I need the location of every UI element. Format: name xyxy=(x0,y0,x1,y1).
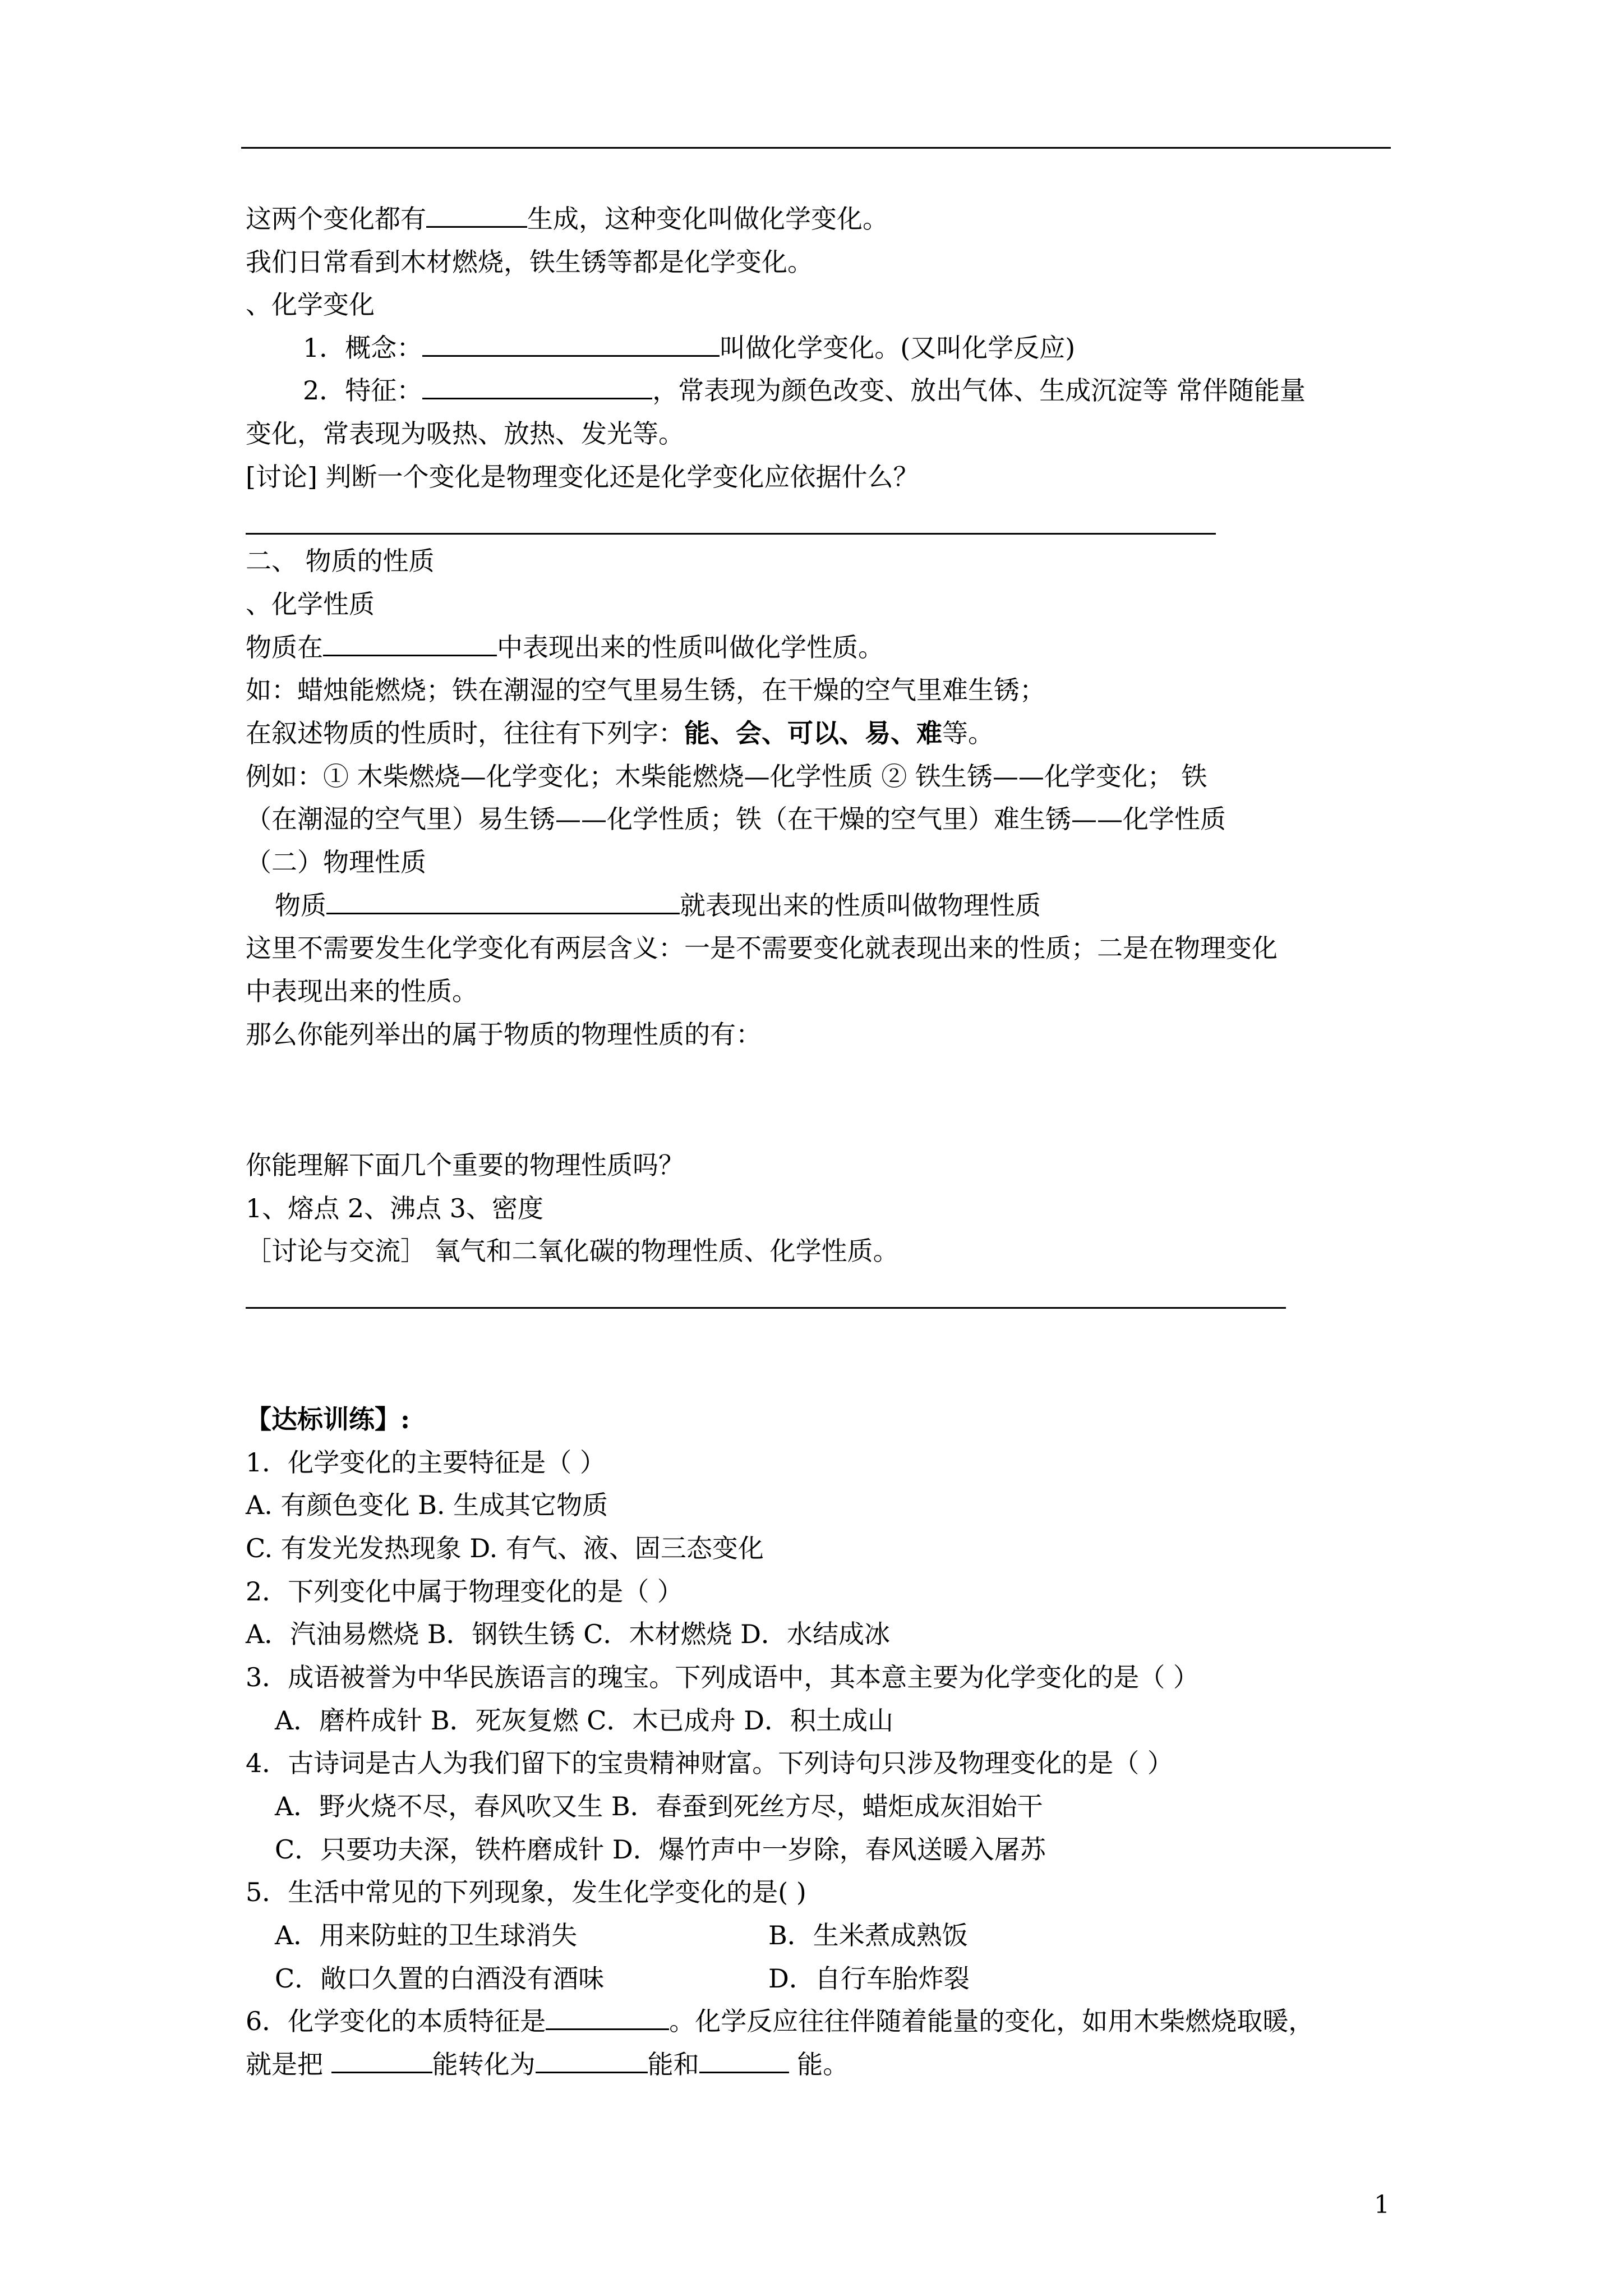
text-line: （在潮湿的空气里）易生锈——化学性质；铁（在干燥的空气里）难生锈——化学性质 xyxy=(246,804,1226,834)
fill-blank[interactable] xyxy=(536,2048,648,2073)
option-d: D．自行车胎炸裂 xyxy=(768,1963,970,1994)
fill-blank[interactable] xyxy=(422,374,652,399)
text-line: 我们日常看到木材燃烧，铁生锈等都是化学变化。 xyxy=(246,247,813,277)
practice-title: 【达标训练】: xyxy=(246,1404,410,1434)
text-line: 中表现出来的性质。 xyxy=(246,976,478,1006)
text-line: 这里不需要发生化学变化有两层含义：一是不需要变化就表现出来的性质；二是在物理变化 xyxy=(246,933,1278,963)
text-line: 那么你能列举出的属于物质的物理性质的有： xyxy=(246,1019,762,1050)
discussion-prompt: [讨论] 判断一个变化是物理变化还是化学变化应依据什么？ xyxy=(246,462,919,492)
text-line: 1、熔点 2、沸点 3、密度 xyxy=(246,1193,544,1223)
fill-blank[interactable] xyxy=(699,2048,789,2073)
header-rule xyxy=(241,147,1391,149)
answer-line[interactable] xyxy=(246,533,1216,535)
option-c: C．敞口久置的白酒没有酒味 xyxy=(275,1963,605,1994)
fill-blank[interactable] xyxy=(331,2048,432,2073)
option-row: A. 有颜色变化 B. 生成其它物质 xyxy=(246,1490,608,1520)
text-line: 在叙述物质的性质时，往往有下列字：能、会、可以、易、难等。 xyxy=(246,718,994,748)
text-line: 变化，常表现为吸热、放热、发光等。 xyxy=(246,418,684,449)
section-heading: 、化学变化 xyxy=(246,289,375,320)
text-line: 例如：① 木柴燃烧—化学变化；木柴能燃烧—化学性质 ② 铁生锈——化学变化； 铁 xyxy=(246,761,1207,792)
option-row: A．磨杵成针 B．死灰复燃 C．木已成舟 D．积土成山 xyxy=(275,1705,893,1736)
subsection-heading: 、化学性质 xyxy=(246,589,375,619)
fill-blank[interactable] xyxy=(323,631,497,656)
discussion-prompt: ［讨论与交流］ 氧气和二氧化碳的物理性质、化学性质。 xyxy=(246,1236,899,1266)
section-heading: 二、 物质的性质 xyxy=(246,546,435,576)
option-row: C．只要功夫深，铁杵磨成针 D．爆竹声中一岁除，春风送暖入屠苏 xyxy=(275,1834,1046,1865)
text-line: 这两个变化都有 生成，这种变化叫做化学变化。 xyxy=(246,204,888,234)
option-a: A．用来防蛀的卫生球消失 xyxy=(275,1920,578,1950)
page-number: 1 xyxy=(1374,2191,1390,2219)
fill-blank[interactable] xyxy=(422,332,720,357)
option-row: A．汽油易燃烧 B．钢铁生锈 C．木材燃烧 D．水结成冰 xyxy=(246,1619,890,1649)
question-3: 3．成语被誉为中华民族语言的瑰宝。下列成语中，其本意主要为化学变化的是（ ） xyxy=(246,1662,1199,1692)
question-6-cont: 就是把 能转化为 能和 能。 xyxy=(246,2049,849,2079)
question-1: 1．化学变化的主要特征是（ ） xyxy=(246,1447,606,1478)
text-line: 1．概念： 叫做化学变化。(又叫化学反应) xyxy=(303,333,1076,363)
text-line: 物质在 中表现出来的性质叫做化学性质。 xyxy=(246,632,884,662)
fill-blank[interactable] xyxy=(326,889,680,914)
fill-blank[interactable] xyxy=(426,203,527,228)
question-4: 4．古诗词是古人为我们留下的宝贵精神财富。下列诗句只涉及物理变化的是（ ） xyxy=(246,1748,1173,1778)
text-line: 你能理解下面几个重要的物理性质吗？ xyxy=(246,1150,684,1180)
question-5: 5．生活中常见的下列现象，发生化学变化的是( ) xyxy=(246,1877,806,1907)
option-b: B．生米煮成熟饭 xyxy=(768,1920,968,1950)
text-line: 2．特征： ，常表现为颜色改变、放出气体、生成沉淀等 常伴随能量 xyxy=(303,375,1306,406)
question-6: 6．化学变化的本质特征是 。化学反应往往伴随着能量的变化，如用木柴燃烧取暖， xyxy=(246,2006,1315,2036)
text-line: 如：蜡烛能燃烧；铁在潮湿的空气里易生锈，在干燥的空气里难生锈； xyxy=(246,675,1045,705)
text-line: 物质 就表现出来的性质叫做物理性质 xyxy=(275,890,1041,921)
option-row: C. 有发光发热现象 D. 有气、液、固三态变化 xyxy=(246,1533,764,1563)
question-2: 2．下列变化中属于物理变化的是（ ） xyxy=(246,1576,683,1607)
option-row: A．野火烧不尽，春风吹又生 B．春蚕到死丝方尽，蜡炬成灰泪始干 xyxy=(275,1791,1043,1821)
subsection-heading: （二）物理性质 xyxy=(246,847,426,877)
fill-blank[interactable] xyxy=(546,2005,669,2030)
answer-line[interactable] xyxy=(246,1307,1286,1309)
